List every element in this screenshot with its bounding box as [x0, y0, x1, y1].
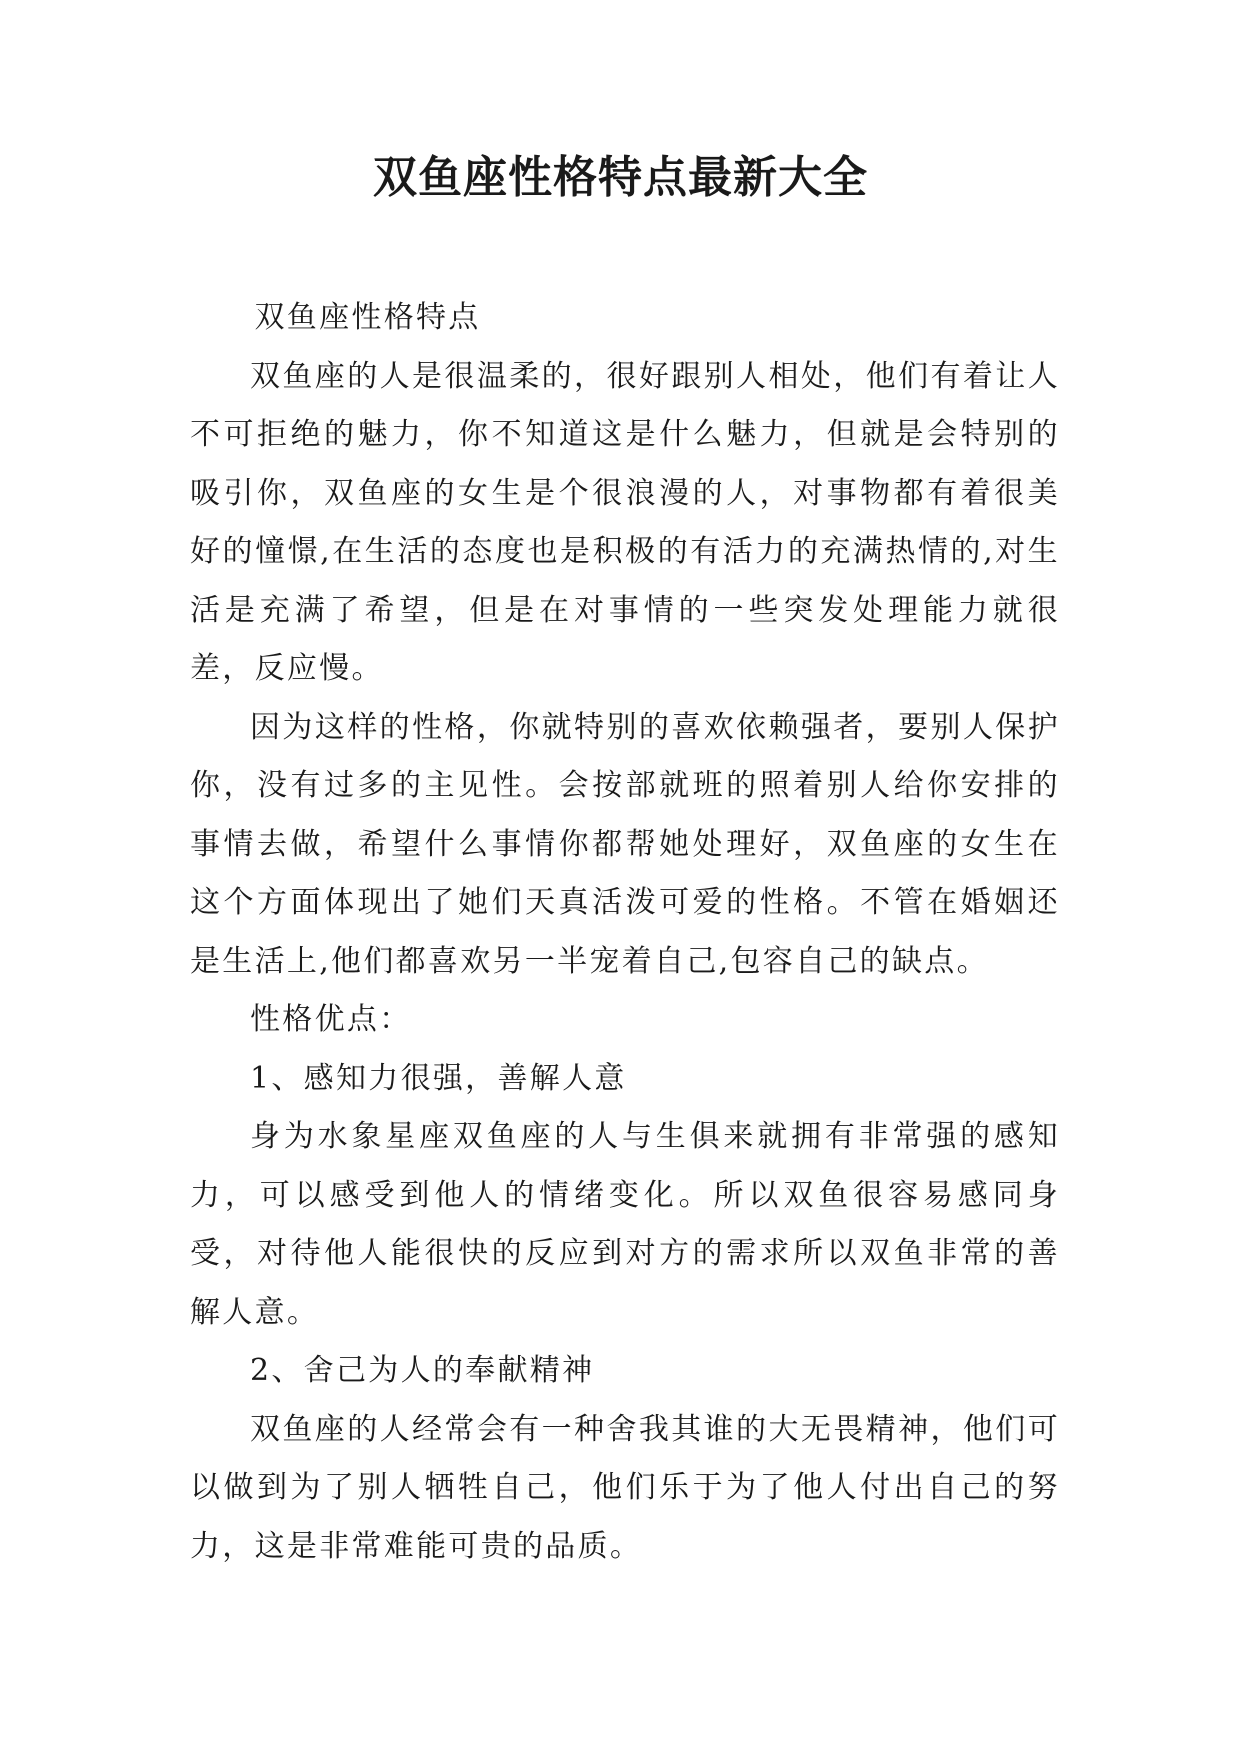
paragraph: 因为这样的性格，你就特别的喜欢依赖强者，要别人保护你，没有过多的主见性。会按部就班的照着别人给你安排的事情去做，希望什么事情你都帮她处理好，双鱼座的女生在这个方面体现出了她们天真活泼可爱的性格。不管在婚姻还是生活上,他们都喜欢另一半宠着自己,包容自己的缺点。 [190, 709, 1060, 979]
section-heading: 双鱼座性格特点 [254, 300, 481, 335]
paragraph: 双鱼座的人经常会有一种舍我其谁的大无畏精神，他们可以做到为了别人牺牲自己，他们乐于为了他人付出自己的努力，这是非常难能可贵的品质。 [190, 1411, 1060, 1564]
paragraph: 双鱼座的人是很温柔的，很好跟别人相处，他们有着让人不可拒绝的魅力，你不知道这是什么魅力，但就是会特别的吸引你，双鱼座的女生是个很浪漫的人，对事物都有着很美好的憧憬,在生活的态度也是积极的有活力的充满热情的,对生活是充满了希望，但是在对事情的一些突发处理能力就很差，反应慢。 [190, 358, 1060, 686]
document-body [190, 289, 1060, 1576]
list-item-heading: 2、舍己为人的奉献精神 [250, 1353, 595, 1388]
list-item-heading: 1、感知力很强，善解人意 [250, 1060, 627, 1096]
document-title: 双鱼座性格特点最新大全 [373, 152, 868, 203]
paragraph: 身为水象星座双鱼座的人与生俱来就拥有非常强的感知力，可以感受到他人的情绪变化。所以双鱼很容易感同身受，对待他人能很快的反应到对方的需求所以双鱼非常的善解人意。 [190, 1119, 1060, 1330]
subheading: 性格优点： [250, 1002, 412, 1037]
